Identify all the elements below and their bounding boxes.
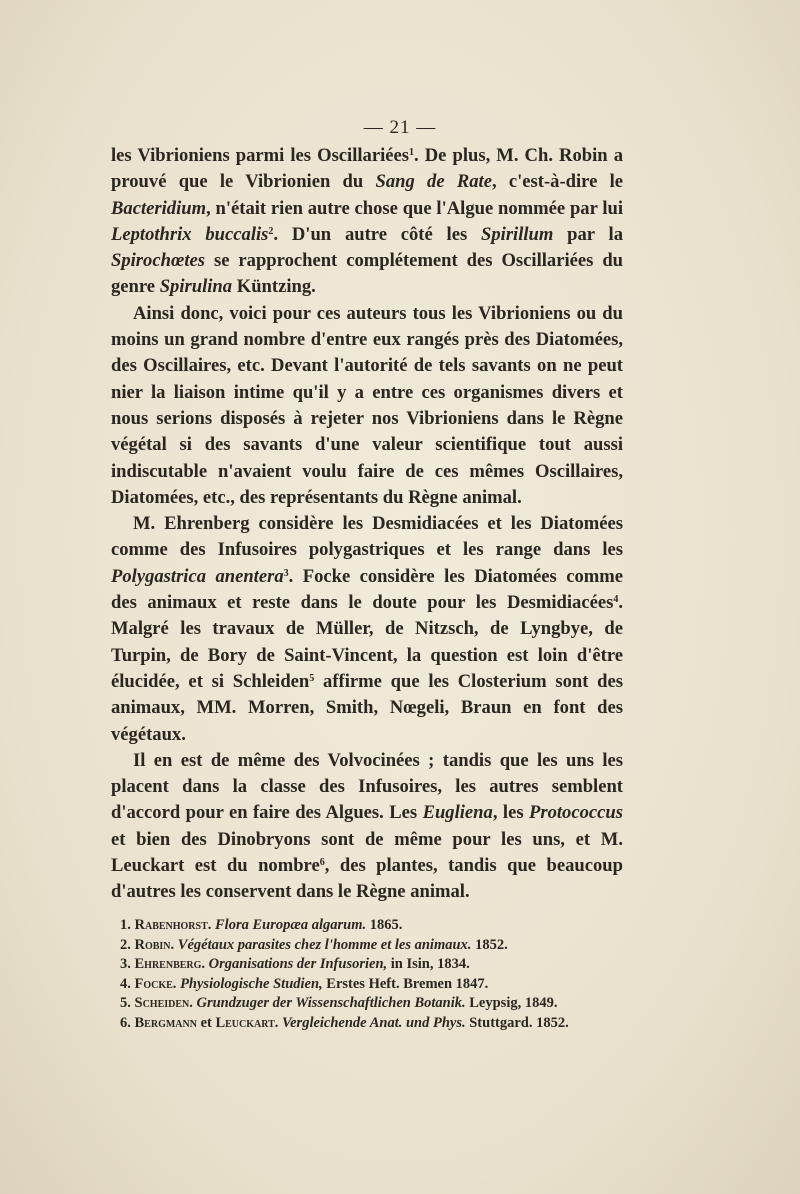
paragraph-1: les Vibrioniens parmi les Oscillariées$^1$. De plus, M. Ch. Robin a prouvé que le Vibrionien du Sang de Rate, c'est-à-dire le Bacteridium, n'était rien autre chose que l'Algue nommée par lui Leptothrix buccalis$^2$. D'un autre côté les Spirillum par la Spirochœtes se rapprochent complétement des Oscillariées du genre Spirulina Küntzing. — [111, 145, 624, 298]
footnotes — [120, 916, 640, 1034]
footnote-6: 6. Bergmann et Leuckart. Vergleichende Anat. und Phys. Stuttgard. 1852. — [120, 1014, 569, 1031]
footnote-2: 2. Robin. Végétaux parasites chez l'homme et les animaux. 1852. — [120, 936, 508, 953]
footnote-1: 1. Rabenhorst. Flora Europæa algarum. 1865. — [120, 917, 403, 933]
footnote-ref: 3 — [283, 567, 289, 579]
footnote-ref: 4 — [613, 594, 619, 606]
footnote-ref: 5 — [309, 672, 315, 684]
footnote-ref: 2 — [268, 225, 274, 237]
footnote-5: 5. Scheiden. Grundzuger der Wissenschaftlichen Botanik. Leypsig, 1849. — [120, 995, 558, 1012]
footnote-ref: 1 — [409, 147, 415, 158]
paragraph-3: M. Ehrenberg considère les Desmidiacées et les Diatomées comme des Infusoires polygastriques et les range dans les Polygastrica anentera$^3$. Focke considère les Diatomées comme des animaux et reste dans le doute pour les Desmidiacées$^4$. Malgré les travaux de Müller, de Nitzsch, de Lyngbye, de Turpin, de Bory de Saint-Vincent, la question est loin d'être élucidée, et si Schleiden$^5$ affirme que les Closterium sont des animaux, MM. Morren, Smith, Nœgeli, Braun en font des végétaux. — [111, 513, 623, 745]
footnote-ref: 6 — [319, 857, 325, 869]
paragraph-2: Ainsi donc, voici pour ces auteurs tous les Vibrioniens ou du moins un grand nombre d'entre eux rangés près des Diatomées, des Oscillaires, etc. Devant l'autorité de tels savants on ne peut nier la liaison intime qu'il y a entre ces organismes divers et nous serions disposés à rejeter nos Vibrioniens dans le Règne végétal si des savants d'une valeur scientifique tout aussi indiscutable n'avaient voulu faire de ces mêmes Oscillaires, Diatomées, etc., des représentants du Règne animal. — [111, 302, 623, 508]
footnote-3: 3. Ehrenberg. Organisations der Infusorien, in Isin, 1834. — [120, 956, 470, 973]
footnote-4: 4. Focke. Physiologische Studien, Erstes Heft. Bremen 1847. — [120, 975, 489, 992]
main-text — [111, 143, 623, 906]
page-number: — 21 — — [363, 117, 437, 138]
paragraph-4: Il en est de même des Volvocinées ; tandis que les uns les placent dans la classe des Infusoires, les autres semblent d'accord pour en faire des Algues. Les Eugliena, les Protococcus et bien des Dinobryons sont de même pour les uns, et M. Leuckart est du nombre$^6$, des plantes, tandis que beaucoup d'autres les conservent dans le Règne animal. — [111, 749, 623, 903]
